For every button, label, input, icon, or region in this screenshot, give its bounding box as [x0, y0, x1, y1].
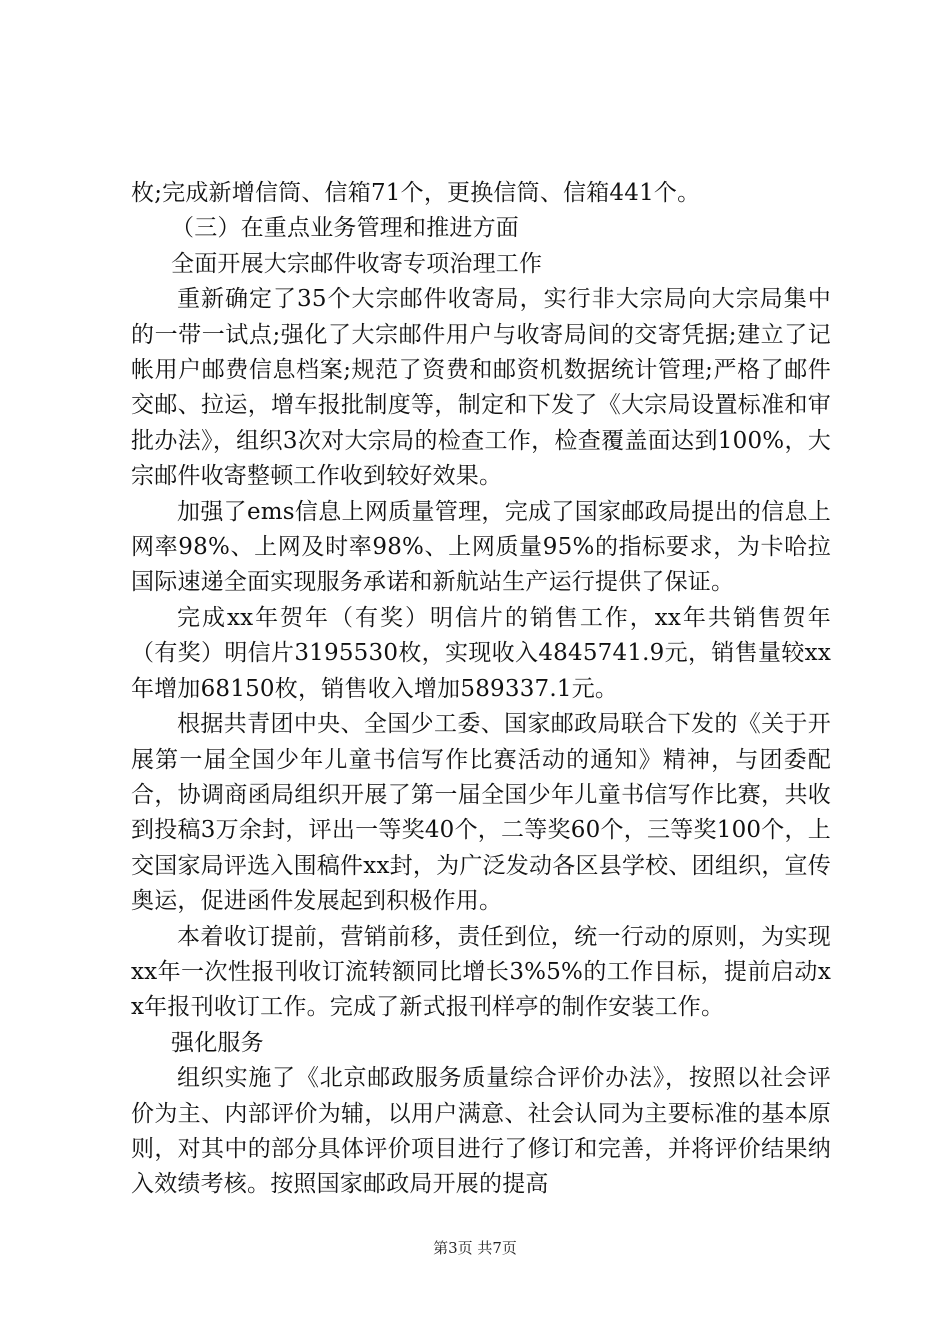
paragraph-newspaper-subscription: 本着收订提前，营销前移，责任到位，统一行动的原则，为实现xx年一次性报刊收订流转额同比增长3%5%的工作目标，提前启动xx年报刊收订工作。完成了新式报刊样亭的制作安装工作。: [131, 923, 831, 1021]
paragraph-ems: 加强了ems信息上网质量管理，完成了国家邮政局提出的信息上网率98%、上网及时率98%、上网质量95%的指标要求，为卡哈拉国际速递全面实现服务承诺和新航站生产运行提供了保证。: [131, 498, 831, 596]
paragraph-letter-writing-contest: 根据共青团中央、全国少工委、国家邮政局联合下发的《关于开展第一届全国少年儿童书信写作比赛活动的通知》精神，与团委配合，协调商函局组织开展了第一届全国少年儿童书信写作比赛，共收到投稿3万余封，评出一等奖40个，二等奖60个，三等奖100个，上交国家局评选入围稿件xx封，为广泛发动各区县学校、团组织，宣传奥运，促进函件发展起到积极作用。: [131, 711, 831, 915]
document-body: [131, 176, 831, 1203]
paragraph-greeting-cards: 完成xx年贺年（有奖）明信片的销售工作，xx年共销售贺年（有奖）明信片3195530枚，实现收入4845741.9元，销售量较xx年增加68150枚，销售收入增加589337.1元。: [131, 604, 831, 702]
paragraph-bulk-mail: 重新确定了35个大宗邮件收寄局，实行非大宗局向大宗局集中的一带一试点;强化了大宗邮件用户与收寄局间的交寄凭据;建立了记帐用户邮费信息档案;规范了资费和邮资机数据统计管理;严格了邮件交邮、拉运，增车报批制度等，制定和下发了《大宗局设置标准和审批办法》，组织3次对大宗局的检查工作，检查覆盖面达到100%，大宗邮件收寄整顿工作收到较好效果。: [131, 286, 831, 490]
subsection-heading-service: 强化服务: [171, 1029, 264, 1056]
paragraph-continuation: 枚;完成新增信筒、信箱71个，更换信筒、信箱441个。: [131, 180, 701, 206]
subsection-heading: 全面开展大宗邮件收寄专项治理工作: [171, 250, 543, 277]
page-footer: [0, 1238, 950, 1258]
page-indicator: 第3页 共7页: [433, 1239, 517, 1257]
paragraph-service-quality: 组织实施了《北京邮政服务质量综合评价办法》，按照以社会评价为主、内部评价为辅，以用户满意、社会认同为主要标准的基本原则，对其中的部分具体评价项目进行了修订和完善，并将评价结果纳入效绩考核。按照国家邮政局开展的提高: [131, 1065, 831, 1198]
section-heading: （三）在重点业务管理和推进方面: [171, 215, 519, 242]
